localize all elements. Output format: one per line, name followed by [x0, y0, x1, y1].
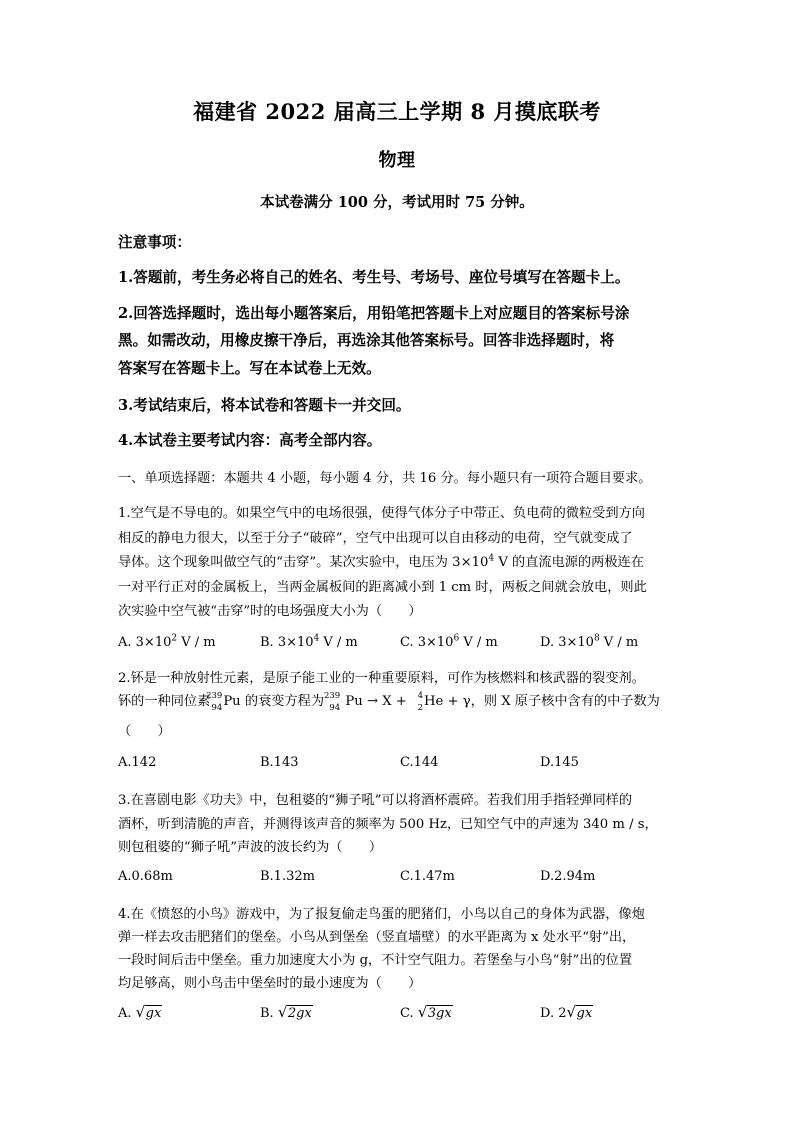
pu-nuclide-notation-eq: 239 94 — [323, 690, 341, 713]
q3-option-a: A.0.68m — [118, 869, 173, 884]
note-2-line-2: 黑。如需改动，用橡皮擦干净后，再选涂其他答案标号。回答非选择题时，将 — [118, 332, 615, 349]
q3-line-3: 则包租婆的“狮子吼”声波的波长约为（ ） — [118, 840, 383, 855]
q4-line-2: 弹一样去攻击肥猪们的堡垒。小鸟从到堡垒（竖直墙壁）的水平距离为 x 处水平“射”出， — [118, 930, 636, 945]
q4-option-d: D. 2 √ gx — [540, 1003, 593, 1021]
q3-option-d: D.2.94m — [540, 869, 596, 884]
q4-line-3: 一段时间后击中堡垒。重力加速度大小为 g，不计空气阻力。若堡垒与小鸟“射”出的位置 — [118, 953, 633, 968]
q1-option-c: C. $3\times 10^6$ V / m — [400, 633, 498, 650]
subject-title: 物理 — [378, 150, 416, 171]
exam-title: 福建省 2022 届高三上学期 8 月摸底联考 — [193, 99, 601, 124]
sqrt-symbol: √ 3gx — [417, 1003, 452, 1021]
sqrt-symbol: √ gx — [135, 1003, 162, 1021]
q3-option-b: B.1.32m — [260, 869, 315, 884]
he-nuclide-notation: 4 2 — [417, 690, 424, 713]
q2-option-d: D.145 — [540, 755, 579, 770]
q2-line-3: （ ） — [118, 724, 171, 739]
q1-line-5: 次实验中空气被“击穿”时的电场强度大小为（ ） — [118, 604, 422, 619]
q2-line-2: 钚的一种同位素 239 94 Pu 的衰变方程为 239 94 Pu → X + 4 2 He + γ，则 X 原子核中含有的中子数为 — [118, 690, 660, 713]
note-1: 1.答题前，考生务必将自己的姓名、考生号、考场号、座位号填写在答题卡上。 — [118, 269, 630, 286]
q1-line-1: 1.空气是不导电的。如果空气中的电场很强，使得气体分子中带正、负电荷的微粒受到方向 — [118, 506, 645, 521]
note-3: 3.考试结束后，将本试卷和答题卡一并交回。 — [118, 397, 411, 414]
q4-option-b: B. √ 2gx — [260, 1003, 312, 1021]
q1-option-a: A. $3\times 10^2$ V / m — [118, 633, 216, 650]
note-2-line-1: 2.回答选择题时，选出每小题答案后，用铅笔把答题卡上对应题目的答案标号涂 — [118, 305, 630, 322]
q2-option-a: A.142 — [118, 755, 157, 770]
q2-line-1: 2.钚是一种放射性元素，是原子能工业的一种重要原料，可作为核燃料和核武器的裂变剂。 — [118, 671, 645, 686]
q1-line-4: 一对平行正对的金属板上，当两金属板间的距离减小到 1 cm 时，两板之间就会放电，则此 — [118, 580, 647, 595]
note-2-line-3: 答案写在答题卡上。写在本试卷上无效。 — [118, 360, 381, 377]
notes-heading: 注意事项： — [118, 234, 191, 251]
q4-line-4: 均足够高，则小鸟击中堡垒时的最小速度为（ ） — [118, 976, 422, 991]
exam-info: 本试卷满分 100 分，考试用时 75 分钟。 — [260, 194, 534, 211]
q2-option-b: B.143 — [260, 755, 299, 770]
note-4: 4.本试卷主要考试内容：高考全部内容。 — [118, 432, 382, 449]
q3-option-c: C.1.47m — [400, 869, 455, 884]
sqrt-symbol: √ 2gx — [277, 1003, 312, 1021]
q4-option-c: C. √ 3gx — [400, 1003, 452, 1021]
q3-line-1: 3.在喜剧电影《功夫》中，包租婆的“狮子吼”可以将酒杯震碎。若我们用手指轻弹同样的 — [118, 793, 632, 808]
q4-option-a: A. √ gx — [118, 1003, 162, 1021]
q1-line-3: 导体。这个现象叫做空气的“击穿”。某次实验中，电压为 $3\times 10^4$ V 的直流电源的两极连在 — [118, 553, 644, 570]
section-1-heading: 一、单项选择题：本题共 4 小题，每小题 4 分，共 16 分。每小题只有一项符合题目要求。 — [118, 471, 652, 486]
q1-option-b: B. $3\times 10^4$ V / m — [260, 633, 358, 650]
q2-option-c: C.144 — [400, 755, 439, 770]
q1-line-2: 相反的静电力很大，以至于分子“破碎”，空气中出现可以自由移动的电荷，空气就变成了 — [118, 531, 633, 546]
q3-line-2: 酒杯，听到清脆的声音，并测得该声音的频率为 500 Hz，已知空气中的声速为 340 m / s， — [118, 817, 658, 832]
sqrt-symbol: √ gx — [566, 1003, 593, 1021]
pu-nuclide-notation: 239 94 — [206, 690, 223, 713]
q4-line-1: 4.在《愤怒的小鸟》游戏中，为了报复偷走鸟蛋的肥猪们，小鸟以自己的身体为武器，像炮 — [118, 907, 645, 922]
q1-option-d: D. $3\times 10^8$ V / m — [540, 633, 639, 650]
